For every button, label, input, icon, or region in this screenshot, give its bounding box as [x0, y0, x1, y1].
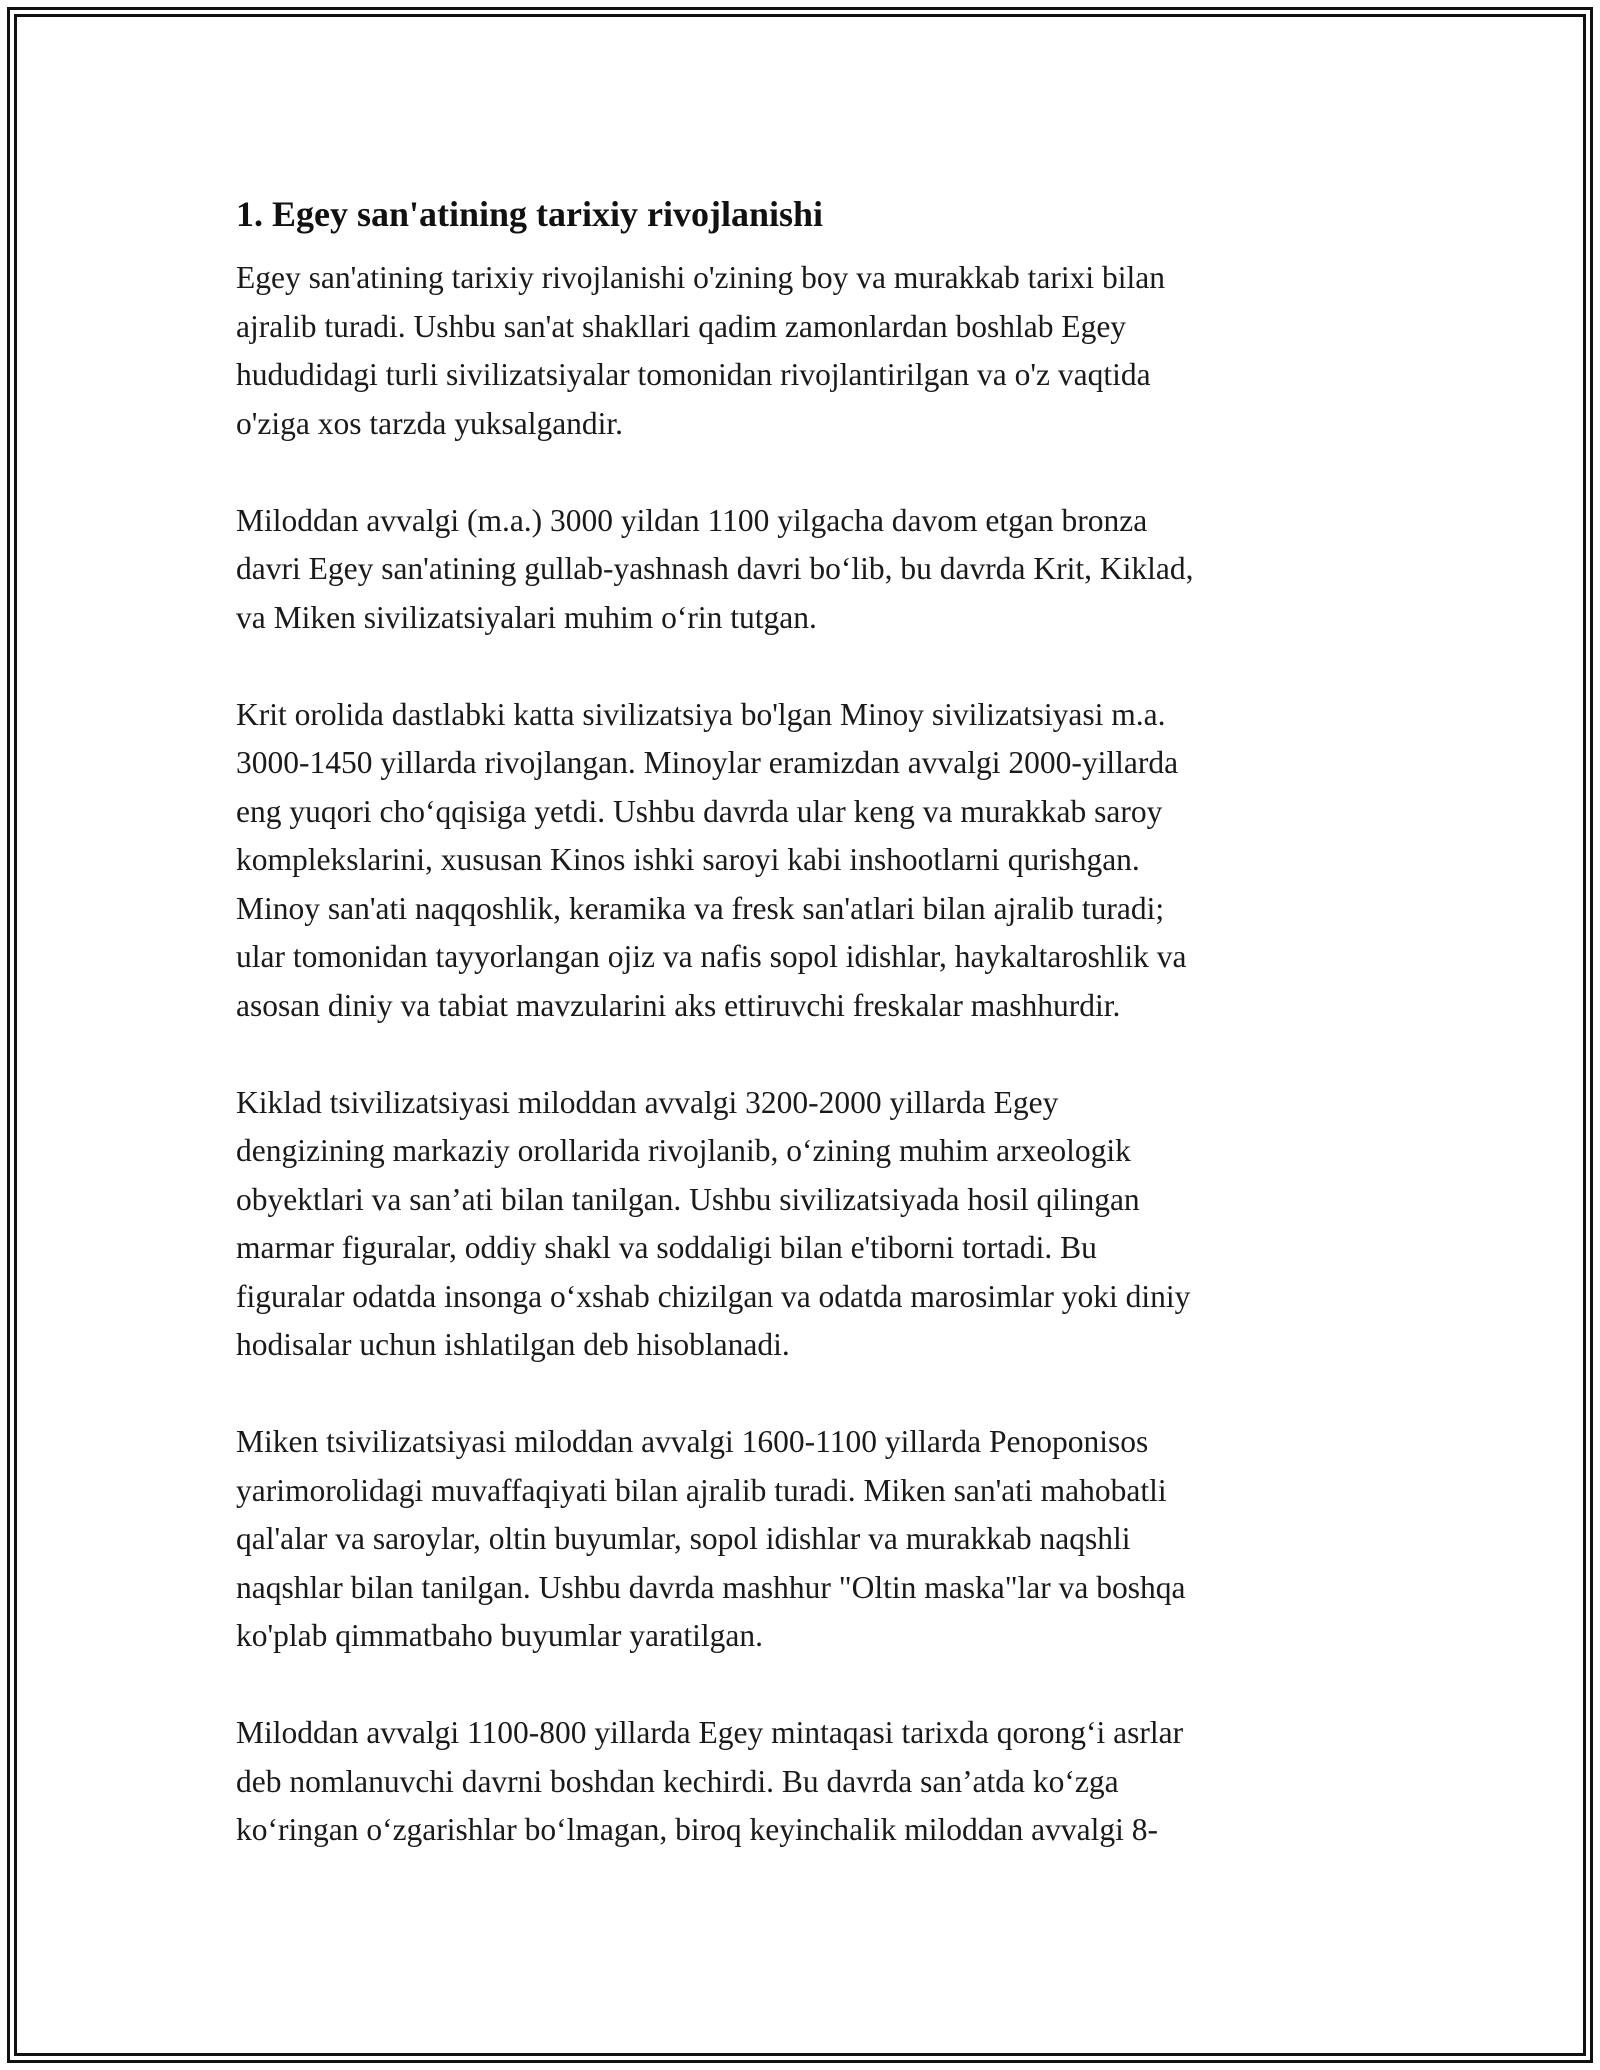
- text-line: Miken tsivilizatsiyasi miloddan avvalgi 1600-1100 yillarda Penoponisos: [236, 1424, 1149, 1459]
- paragraph-5: [236, 1418, 1376, 1661]
- text-line: va Miken sivilizatsiyalari muhim o‘rin tutgan.: [236, 599, 817, 635]
- text-line: Miloddan avvalgi (m.a.) 3000 yildan 1100 yilgacha davom etgan bronza: [236, 502, 1148, 538]
- text-line: Egey san'atining tarixiy rivojlanishi o'zining boy va murakkab tarixi bilan: [236, 260, 1166, 295]
- paragraph-4: [236, 1079, 1376, 1370]
- text-line: ko‘ringan o‘zgarishlar bo‘lmagan, biroq keyinchalik miloddan avvalgi 8-: [236, 1812, 1158, 1847]
- text-line: hududidagi turli sivilizatsiyalar tomonidan rivojlantirilgan va o'z vaqtida: [236, 357, 1151, 392]
- paragraph-6: [236, 1709, 1376, 1855]
- paragraph-3: [236, 691, 1376, 1031]
- text-line: qal'alar va saroylar, oltin buyumlar, sopol idishlar va murakkab naqshli: [236, 1521, 1131, 1556]
- text-line: Minoy san'ati naqqoshlik, keramika va fresk san'atlari bilan ajralib turadi;: [236, 890, 1165, 926]
- text-line: naqshlar bilan tanilgan. Ushbu davrda mashhur "Oltin maska"lar va boshqa: [236, 1569, 1186, 1605]
- text-line: ko'plab qimmatbaho buyumlar yaratilgan.: [236, 1618, 764, 1653]
- text-line: yarimorolidagi muvaffaqiyati bilan ajralib turadi. Miken san'ati mahobatli: [236, 1472, 1167, 1508]
- text-line: obyektlari va san’ati bilan tanilgan. Ushbu sivilizatsiyada hosil qilingan: [236, 1181, 1140, 1217]
- text-line: Kiklad tsivilizatsiyasi miloddan avvalgi 3200-2000 yillarda Egey: [236, 1084, 1059, 1120]
- text-line: komplekslarini, xususan Kinos ishki saroyi kabi inshootlarni qurishgan.: [236, 842, 1140, 877]
- paragraph-2: [236, 497, 1376, 643]
- text-line: hodisalar uchun ishlatilgan deb hisoblanadi.: [236, 1327, 790, 1362]
- text-line: eng yuqori cho‘qqisiga yetdi. Ushbu davrda ular keng va murakkab saroy: [236, 793, 1163, 829]
- text-line: Krit orolida dastlabki katta sivilizatsiya bo'lgan Minoy sivilizatsiyasi m.a.: [236, 696, 1166, 732]
- text-line: o'ziga xos tarzda yuksalgandir.: [236, 405, 624, 441]
- text-line: davri Egey san'atining gullab-yashnash davri bo‘lib, bu davrda Krit, Kiklad,: [236, 551, 1194, 586]
- document-body: [236, 186, 1376, 1903]
- text-line: ajralib turadi. Ushbu san'at shakllari qadim zamonlardan boshlab Egey: [236, 308, 1127, 344]
- text-line: dengizining markaziy orollarida rivojlanib, o‘zining muhim arxeologik: [236, 1133, 1131, 1168]
- section-heading: 1. Egey san'atining tarixiy rivojlanishi: [236, 194, 824, 234]
- paragraph-1: [236, 254, 1376, 448]
- text-line: deb nomlanuvchi davrni boshdan kechirdi. Bu davrda san’atda ko‘zga: [236, 1763, 1119, 1799]
- text-line: 3000-1450 yillarda rivojlangan. Minoylar eramizdan avvalgi 2000-yillarda: [236, 745, 1179, 780]
- text-line: ular tomonidan tayyorlangan ojiz va nafis sopol idishlar, haykaltaroshlik va: [236, 939, 1187, 974]
- text-line: marmar figuralar, oddiy shakl va soddaligi bilan e'tiborni tortadi. Bu: [236, 1230, 1097, 1265]
- text-line: asosan diniy va tabiat mavzularini aks ettiruvchi freskalar mashhurdir.: [236, 987, 1121, 1023]
- text-line: Miloddan avvalgi 1100-800 yillarda Egey mintaqasi tarixda qorong‘i asrlar: [236, 1715, 1184, 1750]
- text-line: figuralar odatda insonga o‘xshab chizilgan va odatda marosimlar yoki diniy: [236, 1278, 1191, 1314]
